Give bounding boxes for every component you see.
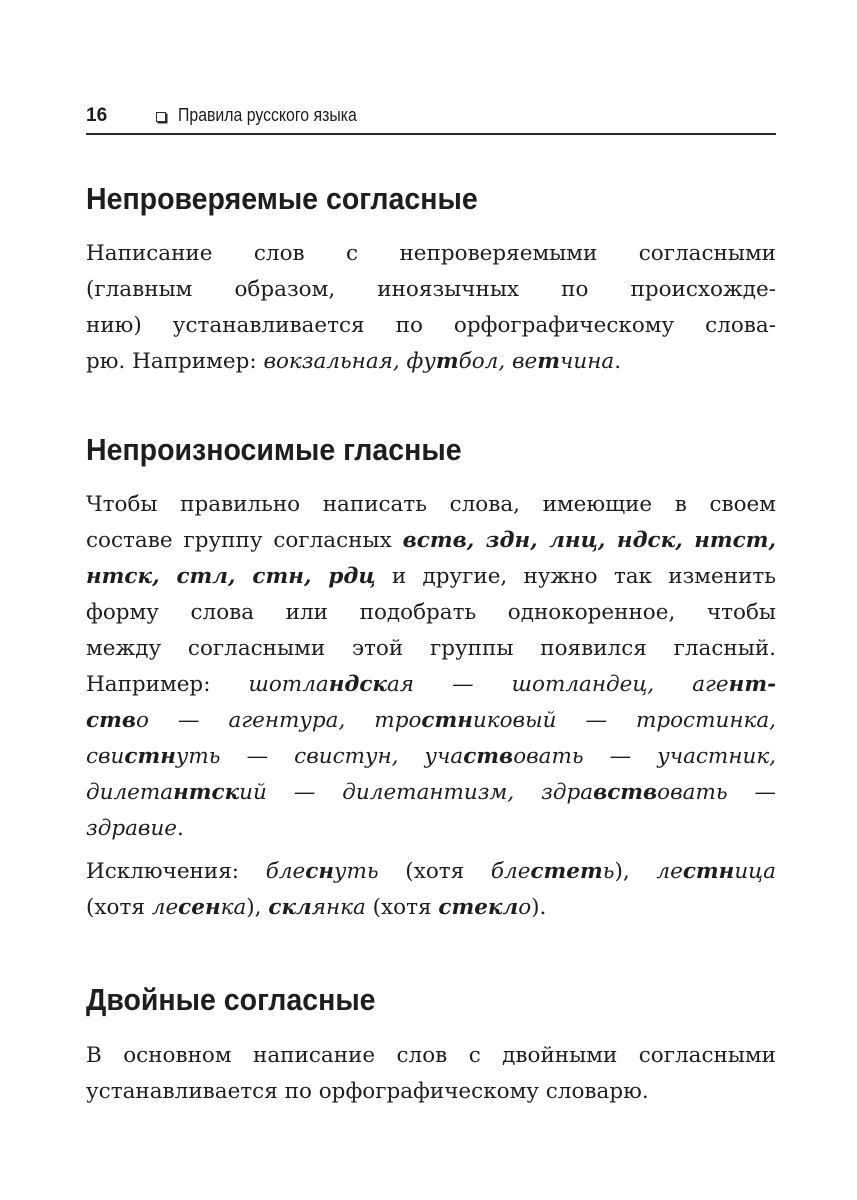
- emphasized-letters: т: [435, 349, 459, 374]
- example-word: ле: [151, 895, 179, 920]
- text-run: .: [614, 349, 622, 374]
- emphasized-letters: сен: [178, 895, 221, 920]
- text-run: нию) устанавливается по орфографическому слова-: [86, 313, 776, 338]
- example-word: уть: [334, 859, 379, 884]
- text-line: [86, 272, 776, 308]
- example-word: шотла: [248, 672, 329, 697]
- paragraph-double-consonants: [86, 1038, 776, 1110]
- text-line: [86, 236, 776, 272]
- text-line: [86, 487, 776, 523]
- paragraph-exceptions: [86, 854, 776, 926]
- text-run: Исключения:: [86, 859, 266, 884]
- emphasized-letters: стет: [530, 859, 603, 884]
- example-word: янка: [311, 895, 366, 920]
- example-word: дилета: [86, 780, 174, 805]
- example-word: бле: [265, 859, 306, 884]
- running-title: Правила русского языка: [178, 105, 357, 125]
- example-word: ица: [734, 859, 776, 884]
- text-run: .: [177, 816, 184, 841]
- text-run: Например:: [86, 672, 249, 697]
- text-run: Чтобы правильно написать слова, имеющие в своем: [86, 492, 776, 517]
- text-run: (хотя: [365, 895, 439, 920]
- example-word: овать — участник,: [513, 744, 777, 769]
- emphasized-letters: ндск: [328, 672, 387, 697]
- text-line: [86, 1074, 776, 1110]
- text-run: (главным образом, иноязычных по происхожде-: [86, 277, 776, 302]
- page-header: [86, 103, 776, 135]
- heading-unverifiable-consonants: Непроверяемые согласные: [86, 181, 478, 216]
- paragraph-unpronounceable-vowels: [86, 487, 776, 847]
- emphasized-letters: стн: [124, 744, 176, 769]
- text-line: [86, 739, 776, 775]
- emphasized-letters: стн: [421, 708, 473, 733]
- example-word: овать —: [657, 780, 777, 805]
- emphasized-letters: вств: [593, 780, 658, 805]
- text-run: В основном написание слов с двойными согласными: [86, 1043, 776, 1068]
- text-line: [86, 775, 776, 811]
- example-word: чина: [560, 349, 615, 374]
- example-word: о — агентура, тро: [135, 708, 422, 733]
- emphasized-letters: нтск, стл, стн, рдц: [86, 564, 376, 589]
- paragraph-unverifiable-consonants: [86, 236, 776, 380]
- text-run: между согласными этой группы появился гласный.: [86, 636, 776, 661]
- text-line: [86, 890, 776, 926]
- text-run: составе группу согласных: [86, 528, 403, 553]
- text-run: рю. Например:: [86, 349, 264, 374]
- text-run: ),: [246, 895, 269, 920]
- example-word: вокзальная, фу: [263, 349, 436, 374]
- text-run: (хотя: [86, 895, 152, 920]
- text-line: [86, 595, 776, 631]
- text-run: (хотя: [378, 859, 491, 884]
- text-run: ),: [614, 859, 657, 884]
- example-word: о: [518, 895, 532, 920]
- square-bullet-icon: [156, 112, 166, 122]
- text-run: устанавливается по орфографическому словарю.: [86, 1079, 649, 1104]
- heading-double-consonants: Двойные согласные: [86, 982, 376, 1017]
- text-line: [86, 811, 776, 847]
- text-line: [86, 854, 776, 890]
- page-number: 16: [86, 105, 108, 126]
- emphasized-letters: нт-: [728, 672, 776, 697]
- example-word: ая — шотландец, аге: [386, 672, 729, 697]
- emphasized-letters: ств: [86, 708, 136, 733]
- emphasized-letters: скл: [268, 895, 312, 920]
- example-word: сви: [86, 744, 125, 769]
- example-word: ле: [656, 859, 683, 884]
- example-word: ка: [220, 895, 247, 920]
- emphasized-letters: стн: [682, 859, 735, 884]
- text-line: [86, 308, 776, 344]
- example-word: бол, ве: [458, 349, 538, 374]
- emphasized-letters: т: [537, 349, 561, 374]
- text-run: ).: [531, 895, 547, 920]
- text-line: [86, 1038, 776, 1074]
- text-run: и другие, нужно так изменить: [375, 564, 776, 589]
- emphasized-letters: стекл: [438, 895, 519, 920]
- text-line: [86, 667, 776, 703]
- example-word: бле: [490, 859, 531, 884]
- emphasized-letters: сн: [305, 859, 335, 884]
- text-line: [86, 631, 776, 667]
- example-word: иковый — тростинка,: [472, 708, 776, 733]
- text-run: форму слова или подобрать однокоренное, чтобы: [86, 600, 776, 625]
- text-run: Написание слов с непроверяемыми согласными: [86, 241, 776, 266]
- text-line: [86, 559, 776, 595]
- heading-unpronounceable-vowels: Непроизносимые гласные: [86, 432, 462, 467]
- emphasized-letters: ств: [463, 744, 514, 769]
- example-word: уть — свистун, уча: [175, 744, 464, 769]
- example-word: ь: [602, 859, 615, 884]
- text-line: [86, 703, 776, 739]
- text-line: [86, 344, 776, 380]
- text-line: [86, 523, 776, 559]
- emphasized-letters: нтск: [173, 780, 240, 805]
- example-word: здравие: [86, 816, 178, 841]
- example-word: ий — дилетантизм, здра: [239, 780, 594, 805]
- emphasized-letters: вств, здн, лнц, ндск, нтст,: [402, 528, 776, 553]
